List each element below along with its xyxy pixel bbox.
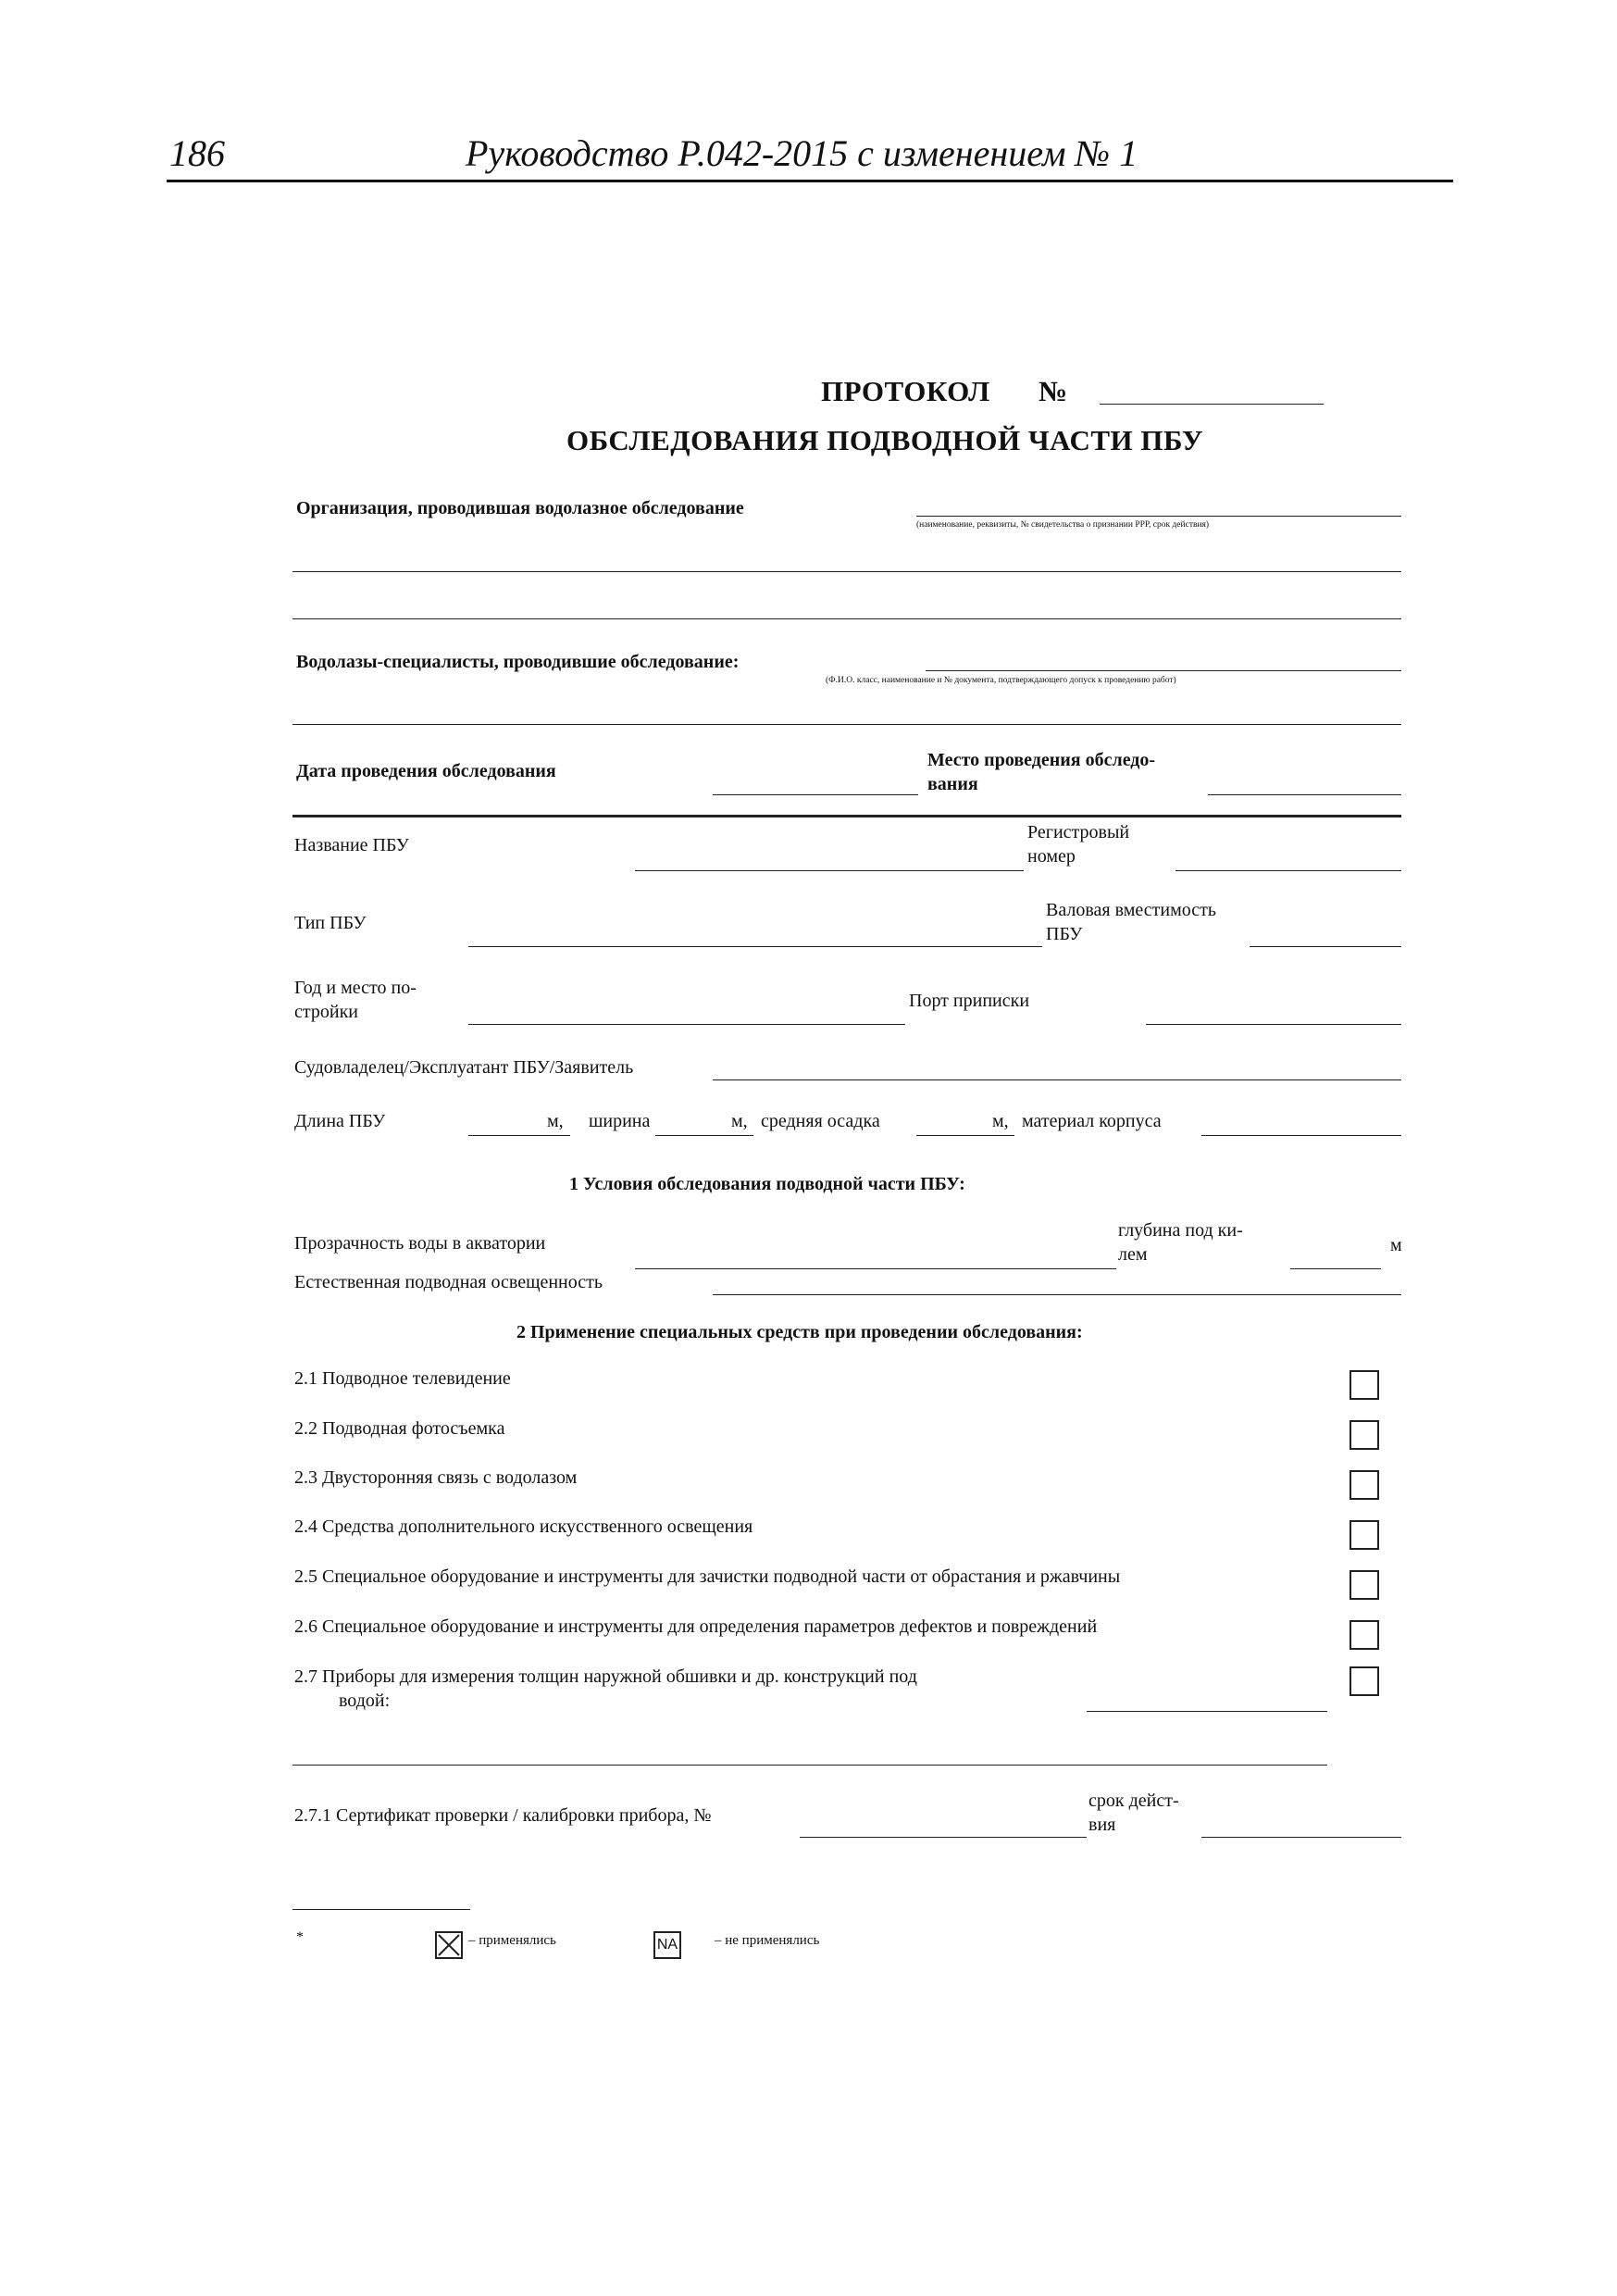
item-diver-comm: 2.3 Двусторонняя связь с водолазом <box>294 1467 578 1488</box>
year-label-2: стройки <box>294 1002 358 1022</box>
place-label-1: Место проведения обследо- <box>927 750 1156 770</box>
checkbox-defect-equipment[interactable] <box>1350 1620 1379 1650</box>
item-underwater-tv: 2.1 Подводное телевидение <box>294 1368 511 1389</box>
light-field[interactable] <box>713 1294 1401 1295</box>
item-cleaning-equipment: 2.5 Специальное оборудование и инструменты для зачистки подводной части от обрастания и ржавчины <box>294 1566 1121 1587</box>
year-label-1: Год и место по- <box>294 978 417 998</box>
reg-label-1: Регистровый <box>1027 822 1130 842</box>
applied-legend: – применялись <box>468 1933 556 1948</box>
reg-label-2: номер <box>1027 846 1076 867</box>
place-field[interactable] <box>1208 794 1401 795</box>
org-hint: (наименование, реквизиты, № свидетельства о признании РРР, срок действия) <box>916 520 1210 530</box>
tonnage-label-2: ПБУ <box>1046 924 1083 944</box>
item-thickness-gauges: 2.7 Приборы для измерения толщин наружной обшивки и др. конструкций под <box>294 1666 917 1687</box>
width-label: ширина <box>589 1111 651 1131</box>
port-label: Порт приписки <box>909 991 1030 1011</box>
org-field-line-2[interactable] <box>292 571 1401 572</box>
tonnage-field[interactable] <box>1250 946 1401 947</box>
name-field[interactable] <box>635 870 1024 871</box>
transparency-label: Прозрачность воды в акватории <box>294 1233 546 1254</box>
depth-label-2: лем <box>1118 1244 1148 1265</box>
checkbox-underwater-tv[interactable] <box>1350 1370 1379 1400</box>
item-defect-equipment: 2.6 Специальное оборудование и инструменты для определения параметров дефектов и повреждений <box>294 1616 1098 1637</box>
material-label: материал корпуса <box>1022 1111 1162 1131</box>
divers-hint: (Ф.И.О. класс, наименование и № документа, подтверждающего допуск к проведению работ) <box>826 676 1176 685</box>
material-field[interactable] <box>1201 1135 1401 1136</box>
item-lighting: 2.4 Средства дополнительного искусственного освещения <box>294 1516 753 1537</box>
depth-unit: м <box>1390 1235 1402 1255</box>
type-label: Тип ПБУ <box>294 913 367 933</box>
section1-heading: 1 Условия обследования подводной части ПБУ: <box>569 1174 965 1194</box>
name-label: Название ПБУ <box>294 835 409 855</box>
tonnage-label-1: Валовая вместимость <box>1046 900 1216 920</box>
section-divider <box>292 815 1401 817</box>
protocol-subtitle: ОБСЛЕДОВАНИЯ ПОДВОДНОЙ ЧАСТИ ПБУ <box>566 424 1204 456</box>
protocol-title: ПРОТОКОЛ <box>821 375 990 407</box>
page-number: 186 <box>169 132 225 174</box>
divers-field-line-2[interactable] <box>292 724 1401 725</box>
footnote-marker: * <box>296 1929 304 1945</box>
width-unit: м, <box>731 1111 748 1131</box>
protocol-number-field[interactable] <box>1100 404 1324 405</box>
org-field-line-3[interactable] <box>292 618 1401 619</box>
width-field[interactable] <box>655 1135 753 1136</box>
cert-label: 2.7.1 Сертификат проверки / калибровки прибора, № <box>294 1805 712 1826</box>
length-field[interactable] <box>468 1135 570 1136</box>
length-unit: м, <box>547 1111 564 1131</box>
org-label: Организация, проводившая водолазное обследование <box>296 498 744 518</box>
light-label: Естественная подводная освещенность <box>294 1272 603 1292</box>
cert-number-field[interactable] <box>800 1837 1087 1838</box>
divers-field-line-1[interactable] <box>926 670 1401 671</box>
validity-label-2: вия <box>1088 1815 1116 1835</box>
validity-label-1: срок дейст- <box>1088 1791 1179 1811</box>
divers-label: Водолазы-специалисты, проводившие обследование: <box>296 652 740 672</box>
date-field[interactable] <box>713 794 918 795</box>
org-field-line-1[interactable] <box>916 516 1401 517</box>
place-label-2: вания <box>927 774 978 794</box>
draft-field[interactable] <box>916 1135 1014 1136</box>
validity-field[interactable] <box>1201 1837 1401 1838</box>
type-field[interactable] <box>468 946 1042 947</box>
checkbox-underwater-photo[interactable] <box>1350 1420 1379 1450</box>
owner-field[interactable] <box>713 1079 1401 1080</box>
checkbox-cleaning-equipment[interactable] <box>1350 1570 1379 1600</box>
applied-checkbox-icon <box>435 1931 463 1959</box>
checkbox-lighting[interactable] <box>1350 1520 1379 1550</box>
date-label: Дата проведения обследования <box>296 761 556 781</box>
transparency-field[interactable] <box>635 1268 1116 1269</box>
running-title: Руководство Р.042-2015 с изменением № 1 <box>466 132 1138 174</box>
na-checkbox-icon: NA <box>653 1931 681 1959</box>
not-applied-legend: – не применялись <box>715 1933 820 1948</box>
footnote-rule <box>292 1909 470 1910</box>
owner-label: Судовладелец/Эксплуатант ПБУ/Заявитель <box>294 1057 634 1078</box>
port-field[interactable] <box>1146 1024 1401 1025</box>
thickness-gauges-field-1[interactable] <box>1087 1711 1327 1712</box>
section2-heading: 2 Применение специальных средств при проведении обследования: <box>516 1322 1083 1342</box>
length-label: Длина ПБУ <box>294 1111 386 1131</box>
depth-field[interactable] <box>1290 1268 1381 1269</box>
item-thickness-gauges-cont: водой: <box>339 1691 391 1711</box>
checkbox-diver-comm[interactable] <box>1350 1470 1379 1500</box>
number-sign: № <box>1039 375 1068 407</box>
depth-label-1: глубина под ки- <box>1118 1220 1243 1241</box>
reg-number-field[interactable] <box>1175 870 1401 871</box>
header-rule <box>167 180 1453 182</box>
checkbox-thickness-gauges[interactable] <box>1350 1666 1379 1696</box>
year-place-field[interactable] <box>468 1024 905 1025</box>
draft-unit: м, <box>992 1111 1009 1131</box>
item-underwater-photo: 2.2 Подводная фотосъемка <box>294 1418 505 1439</box>
draft-label: средняя осадка <box>761 1111 880 1131</box>
thickness-gauges-field-2[interactable] <box>292 1765 1327 1766</box>
